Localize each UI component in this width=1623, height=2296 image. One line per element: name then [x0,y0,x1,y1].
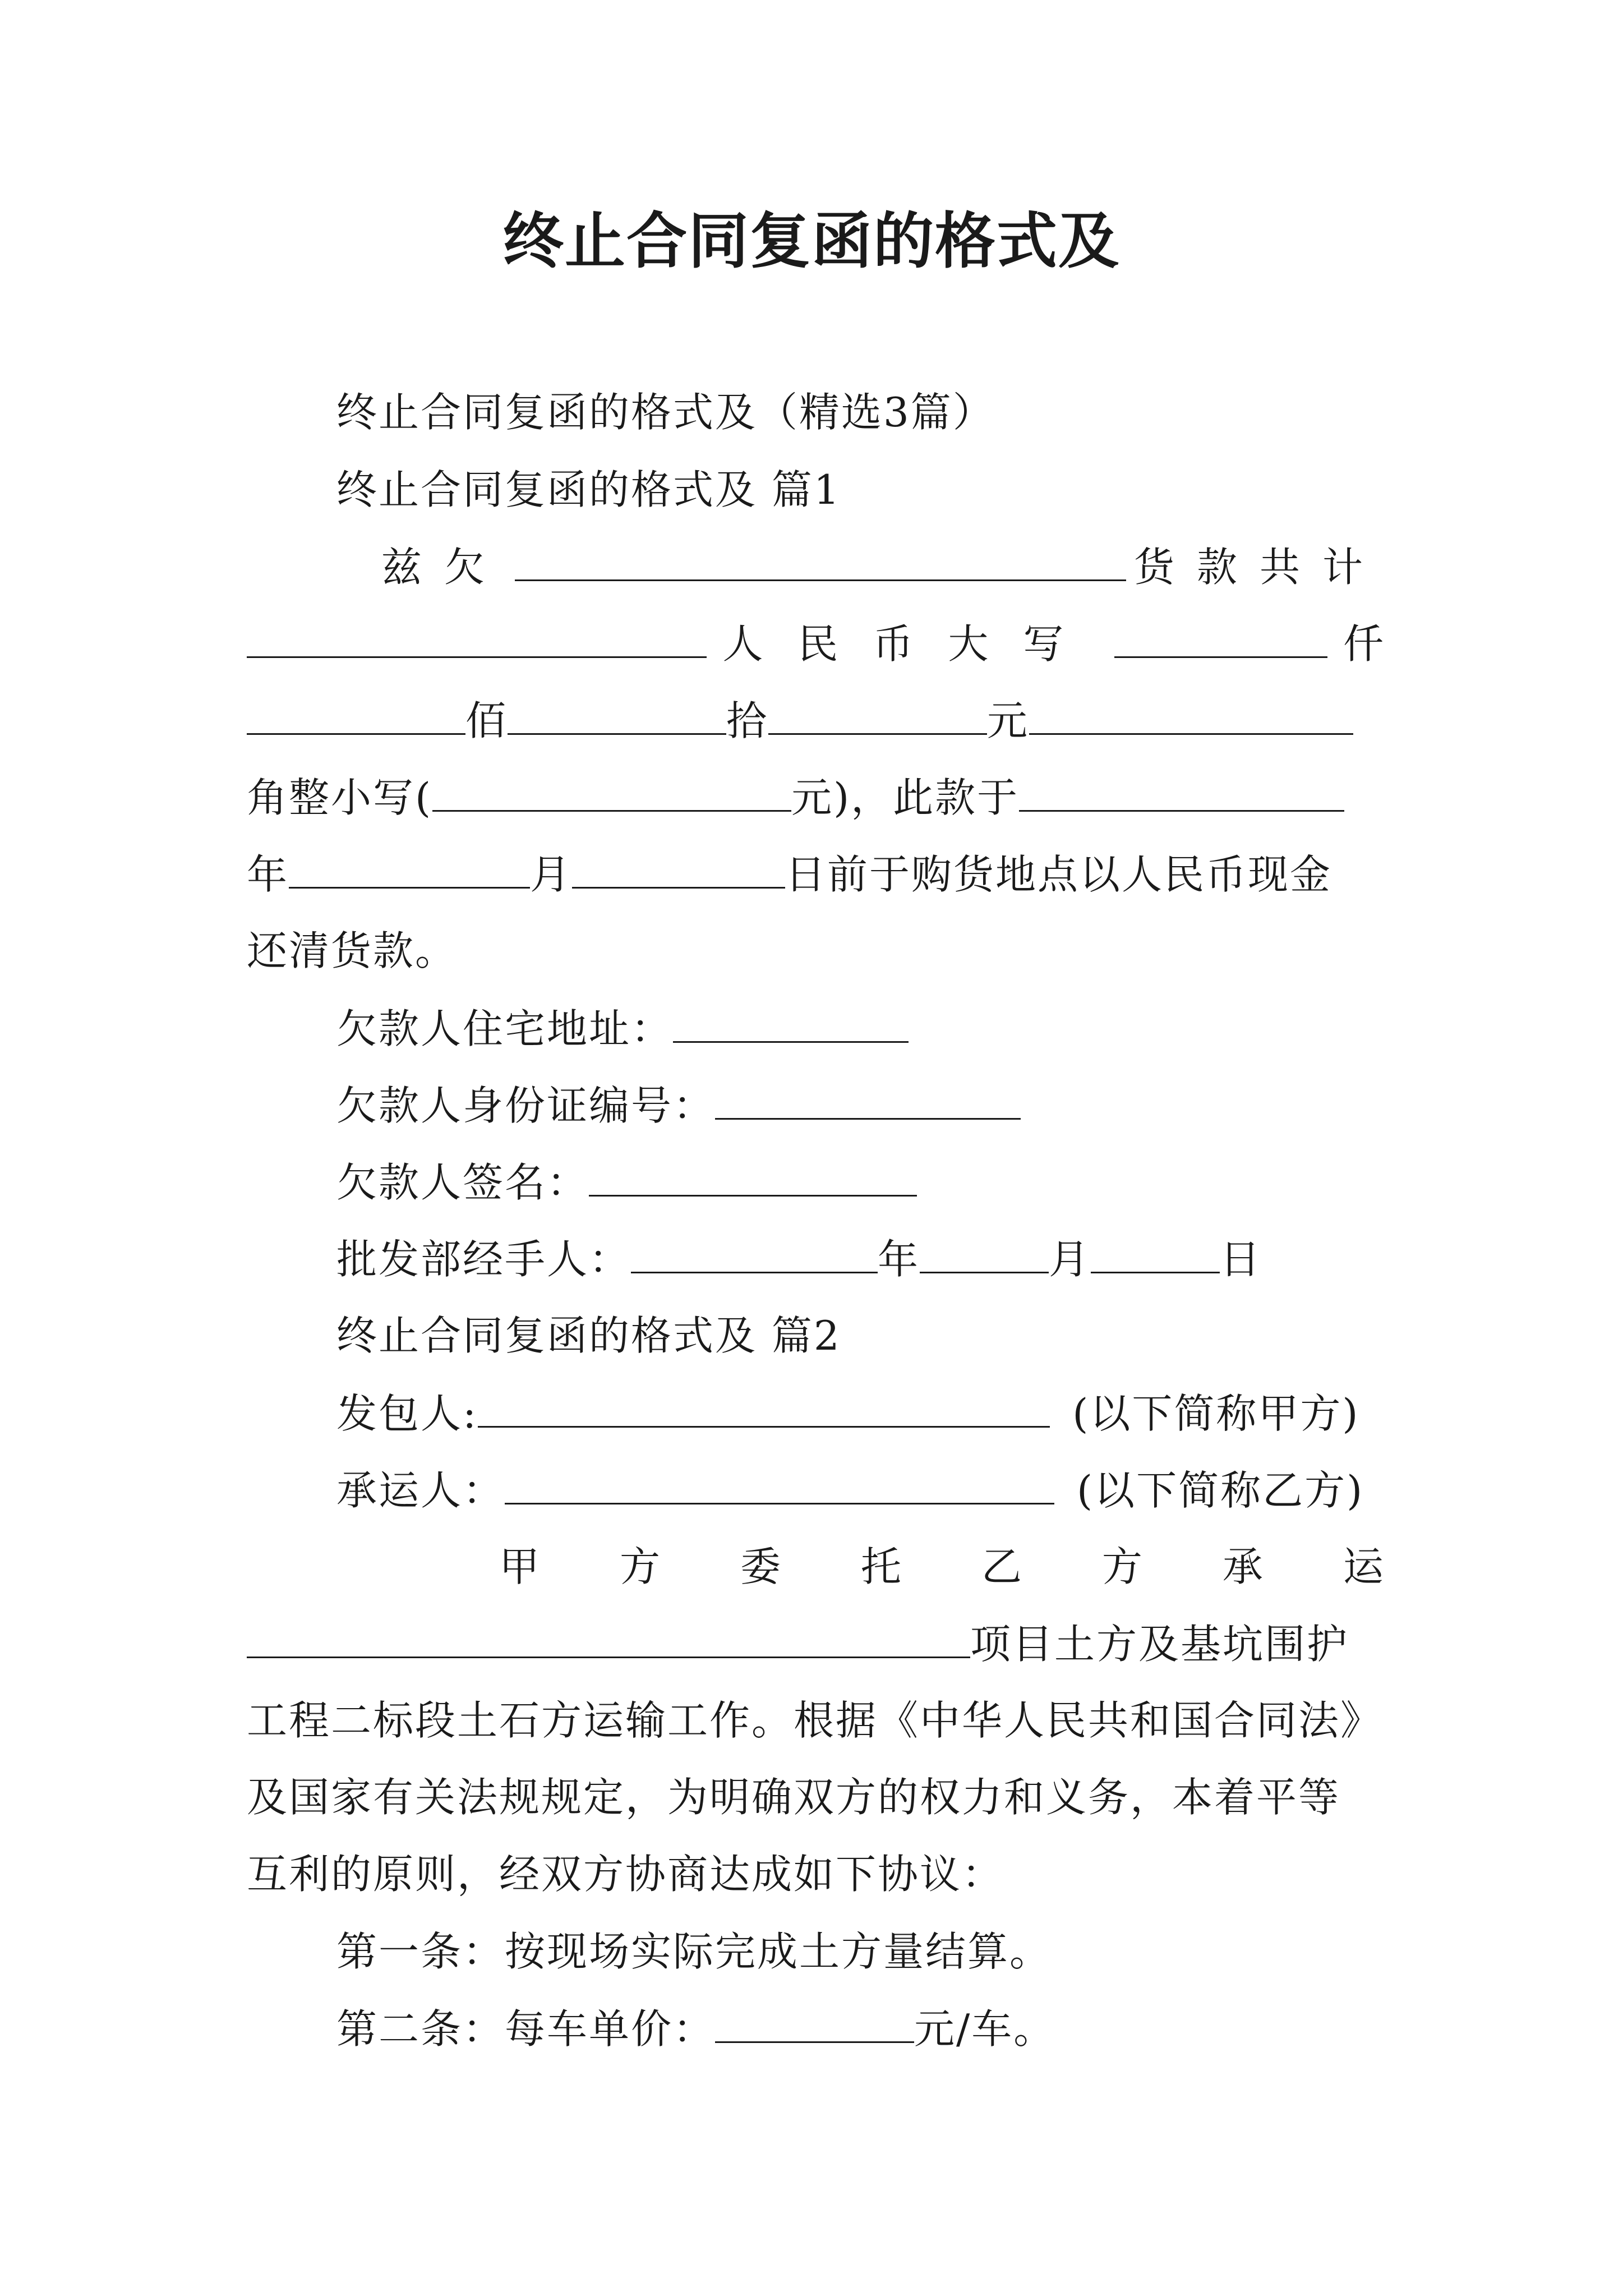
carrier-suffix: (以下简称乙方) [1077,1467,1364,1514]
amount-digits-line [247,689,1385,751]
article-1: 第一条：按现场实际完成土方量结算。 [336,1928,1052,1975]
payment-year-blank[interactable] [1019,766,1344,812]
section1-heading: 终止合同复函的格式及 篇1 [336,466,841,513]
address-label: 欠款人住宅地址： [336,1005,674,1052]
small-amount-blank[interactable] [432,766,791,812]
address-line [336,997,1385,1059]
hundred-blank[interactable] [247,689,465,735]
jiao-small-label: 角整小写( [247,774,433,821]
entrust-char: 运 [1343,1543,1385,1590]
ten-blank[interactable] [508,689,726,735]
handler-month-label: 月 [1049,1236,1091,1283]
handler-line [336,1228,1385,1290]
handler-year-label: 年 [878,1236,920,1283]
year-label: 年 [247,851,289,898]
employer-line [336,1382,1385,1444]
intro-line: 终止合同复函的格式及（精选3篇） [336,389,995,436]
payment-month-blank[interactable] [289,843,530,889]
thousand-blank[interactable] [1114,613,1327,658]
owed-prefix: 兹欠 [381,544,508,591]
rmb-caps-label: 人民币大写 [722,620,1099,668]
address-blank[interactable] [673,997,909,1043]
hundred-label: 佰 [465,697,508,744]
handler-month-blank[interactable] [920,1228,1049,1273]
small-amount-line [247,766,1385,828]
entrust-char: 承 [1222,1543,1265,1590]
carrier-label: 承运人： [336,1467,505,1514]
before-text: 日前于购货地点以人民币现金 [785,851,1332,898]
amount-total-blank[interactable] [247,613,707,658]
goods-total-label: 货款共计 [1133,544,1385,591]
payment-day-blank[interactable] [572,843,785,889]
handler-blank[interactable] [631,1228,878,1273]
sign-line [336,1151,1385,1213]
handler-day-blank[interactable] [1091,1228,1220,1273]
para-line-3: 及国家有关法规规定，为明确双方的权力和义务，本着平等 [247,1774,1341,1821]
creditor-blank[interactable] [515,536,1126,581]
carrier-line [336,1459,1385,1521]
handler-day-label: 日 [1220,1236,1262,1283]
project-name-blank[interactable] [247,1613,970,1658]
unit-price-blank[interactable] [715,1998,914,2043]
owed-line [381,536,1385,597]
employer-label: 发包人: [336,1390,478,1437]
entrust-char: 甲 [499,1543,542,1590]
entrust-char: 托 [860,1543,903,1590]
para-line-2: 工程二标段土石方运输工作。根据《中华人民共和国合同法》 [247,1697,1383,1744]
rmb-caps-line [247,613,1385,674]
yuan-close-label: 元)，此款于 [791,774,1020,821]
id-line [336,1074,1385,1136]
yuan-label: 元 [987,697,1030,744]
repay-text: 还清货款。 [247,927,458,974]
project-line [247,1613,1385,1674]
jiao-blank[interactable] [1029,689,1353,735]
para-line-4: 互利的原则，经双方协商达成如下协议： [247,1851,1004,1898]
article-2-line [336,1998,1385,2059]
entrust-char: 乙 [981,1543,1023,1590]
payment-date-line [247,843,1385,905]
entrust-char: 方 [619,1543,662,1590]
section2-heading: 终止合同复函的格式及 篇2 [336,1312,841,1359]
document-title: 终止合同复函的格式及 [502,206,1120,277]
sign-blank[interactable] [589,1151,917,1197]
entrust-char: 委 [740,1543,782,1590]
id-label: 欠款人身份证编号： [336,1082,716,1129]
entrust-line [499,1536,1385,1598]
article-2-prefix: 第二条：每车单价： [336,2005,716,2053]
employer-suffix: (以下简称甲方) [1072,1390,1360,1437]
entrust-char: 方 [1101,1543,1144,1590]
yuan-blank[interactable] [768,689,987,735]
article-2-suffix: 元/车。 [914,2005,1056,2053]
project-suffix: 项目土方及基坑围护 [970,1621,1349,1668]
id-blank[interactable] [715,1074,1021,1120]
sign-label: 欠款人签名： [336,1159,589,1206]
handler-label: 批发部经手人： [336,1236,631,1283]
ten-label: 拾 [726,697,769,744]
month-label: 月 [530,851,573,898]
carrier-blank[interactable] [505,1459,1054,1504]
employer-blank[interactable] [478,1382,1050,1428]
thousand-label: 仟 [1343,620,1385,668]
